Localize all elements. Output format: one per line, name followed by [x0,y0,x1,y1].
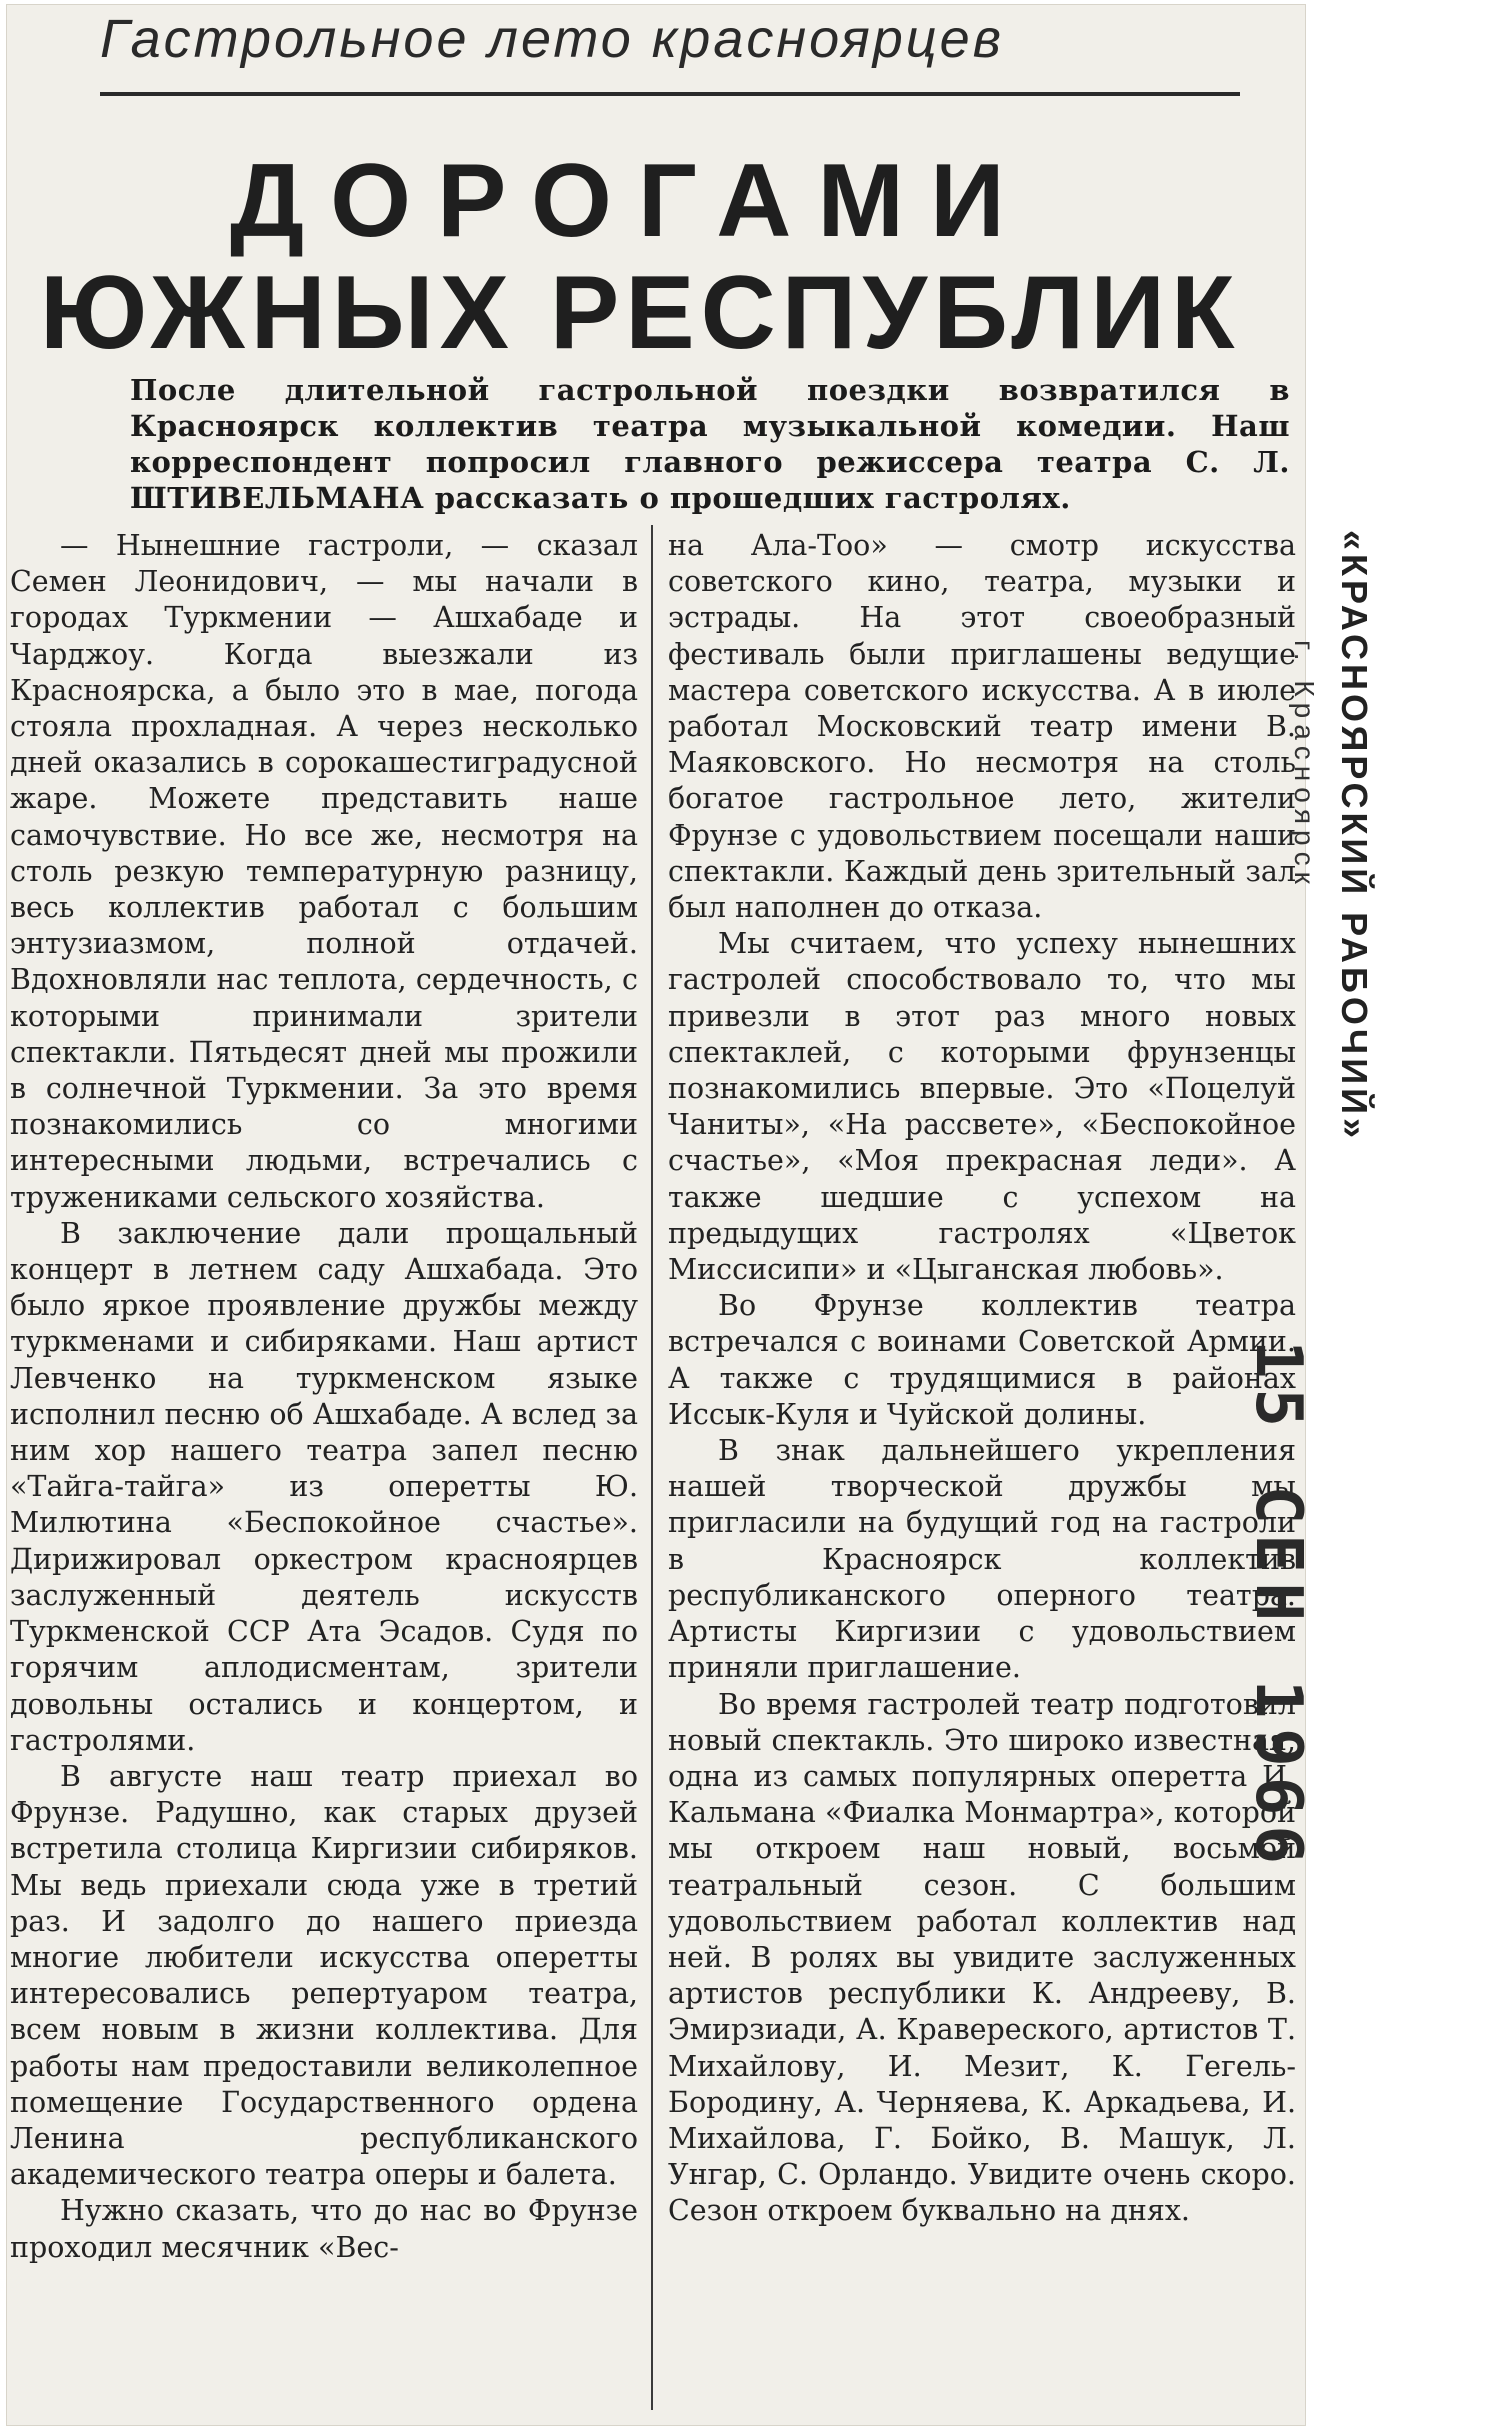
paragraph: Мы считаем, что успеху нынешних гастролей способствовало то, что мы привезли в этот раз много новых спектаклей, с которыми фрунзенцы познакомились впервые. Это «Поцелуй Чаниты», «На рассвете», «Беспокойное счастье», «Моя прекрасная леди». А также шедшие с успехом на предыдущих гастролях «Цветок Миссисипи» и «Цыганская любовь». [668,927,1296,1287]
stamp-date: 15 СЕН 1966 [1241,1340,1315,1874]
headline-line-2: ЮЖНЫХ РЕСПУБЛИК [40,255,1241,371]
paragraph: В заключение дали прощальный концерт в летнем саду Ашхабада. Это было яркое проявление дружбы между туркменами и сибиряками. Наш артист Левченко на туркменском языке исполнил песню об Ашхабаде. А вслед за ним хор нашего театра запел песню «Тайга-тайга» из оперетты Ю. Милютина «Беспокойное счастье». Дирижировал оркестром красноярцев заслуженный деятель искусств Туркменской ССР Ата Эсадов. Судя по горячим аплодисментам, зрители довольны остались и концертом, и гастролями. [10,1216,638,1757]
paragraph: Во Фрунзе коллектив театра встречался с воинами Советской Армии. А также с трудящимися в районах Иссык-Куля и Чуйской долины. [668,1289,1296,1431]
article-column-1 [10,528,638,2266]
rubric: Гастрольное лето красноярцев [100,9,1004,69]
paragraph: В августе наш театр приехал во Фрунзе. Радушно, как старых друзей встретила столица Киргизии сибиряков. Мы ведь приехали сюда уже в третий раз. И задолго до нашего приезда многие любители искусства оперетты интересовались репертуаром театра, всем новым в жизни коллектива. Для работы нам предоставили великолепное помещение Государственного ордена Ленина республиканского академического театра оперы и балета. [10,1759,638,2192]
paragraph: — Нынешние гастроли, — сказал Семен Леонидович, — мы начали в городах Туркмении — Ашхабаде и Чарджоу. Когда выезжали из Красноярска, а было это в мае, погода стояла прохладная. А через несколько дней оказались в сорокашестиградусной жаре. Можете представить наше самочувствие. Но все же, несмотря на столь резкую температурную разницу, весь коллектив работал с большим энтузиазмом, полной отдачей. Вдохновляли нас теплота, сердечность, с которыми принимали зрители спектакли. Пятьдесят дней мы прожили в солнечной Туркмении. За это время познакомились со многими интересными людьми, встречались с тружениками сельского хозяйства. [10,529,638,1214]
paragraph: на Ала-Тоо» — смотр искусства советского кино, театра, музыки и эстрады. На этот своеобразный фестиваль были приглашены ведущие мастера советского искусства. А в июле работал Московский театр имени В. Маяковского. Но несмотря на столь богатое гастрольное лето, жители Фрунзе с удовольствием посещали наши спектакли. Каждый день зрительный зал был наполнен до отказа. [668,529,1296,925]
rubric-divider [100,92,1240,96]
paragraph: Нужно сказать, что до нас во Фрунзе проходил месячник «Вес- [10,2194,638,2264]
paragraph: Во время гастролей театр подготовил новый спектакль. Это широко известная, одна из самых популярных оперетта И. Кальмана «Фиалка Монмартра», которой мы откроем наш новый, восьмой театральный сезон. С большим удовольствием работал коллектив над ней. В ролях вы увидите заслуженных артистов республики К. Андрееву, В. Эмирзиади, А. Кравереского, артистов Т. Михайлову, И. Мезит, К. Гегель-Бородину, А. Черняева, К. Аркадьева, И. Михайлова, Г. Бойко, В. Машук, Л. Унгар, С. Орландо. Увидите очень скоро. Сезон откроем буквально на днях. [668,1687,1296,2228]
paragraph: В знак дальнейшего укрепления нашей творческой дружбы мы пригласили на будущий год на гастроли в Красноярск коллектив республиканского оперного театра. Артисты Киргизии с удовольствием приняли приглашение. [668,1434,1296,1685]
lead-paragraph: После длительной гастрольной поездки возвратился в Красноярск коллектив театра музыкальной комедии. Наш корреспондент попросил главного режиссера театра С. Л. ШТИВЕЛЬМАНА рассказать о прошедших гастролях. [130,373,1290,515]
column-divider [651,525,653,2410]
stamp-newspaper-name: «КРАСНОЯРСКИЙ РАБОЧИЙ» [1334,530,1375,1142]
article-column-2 [668,528,1296,2230]
stamp-city: г. Красноярск [1289,640,1320,890]
headline-line-1: ДОРОГАМИ [230,143,1031,259]
